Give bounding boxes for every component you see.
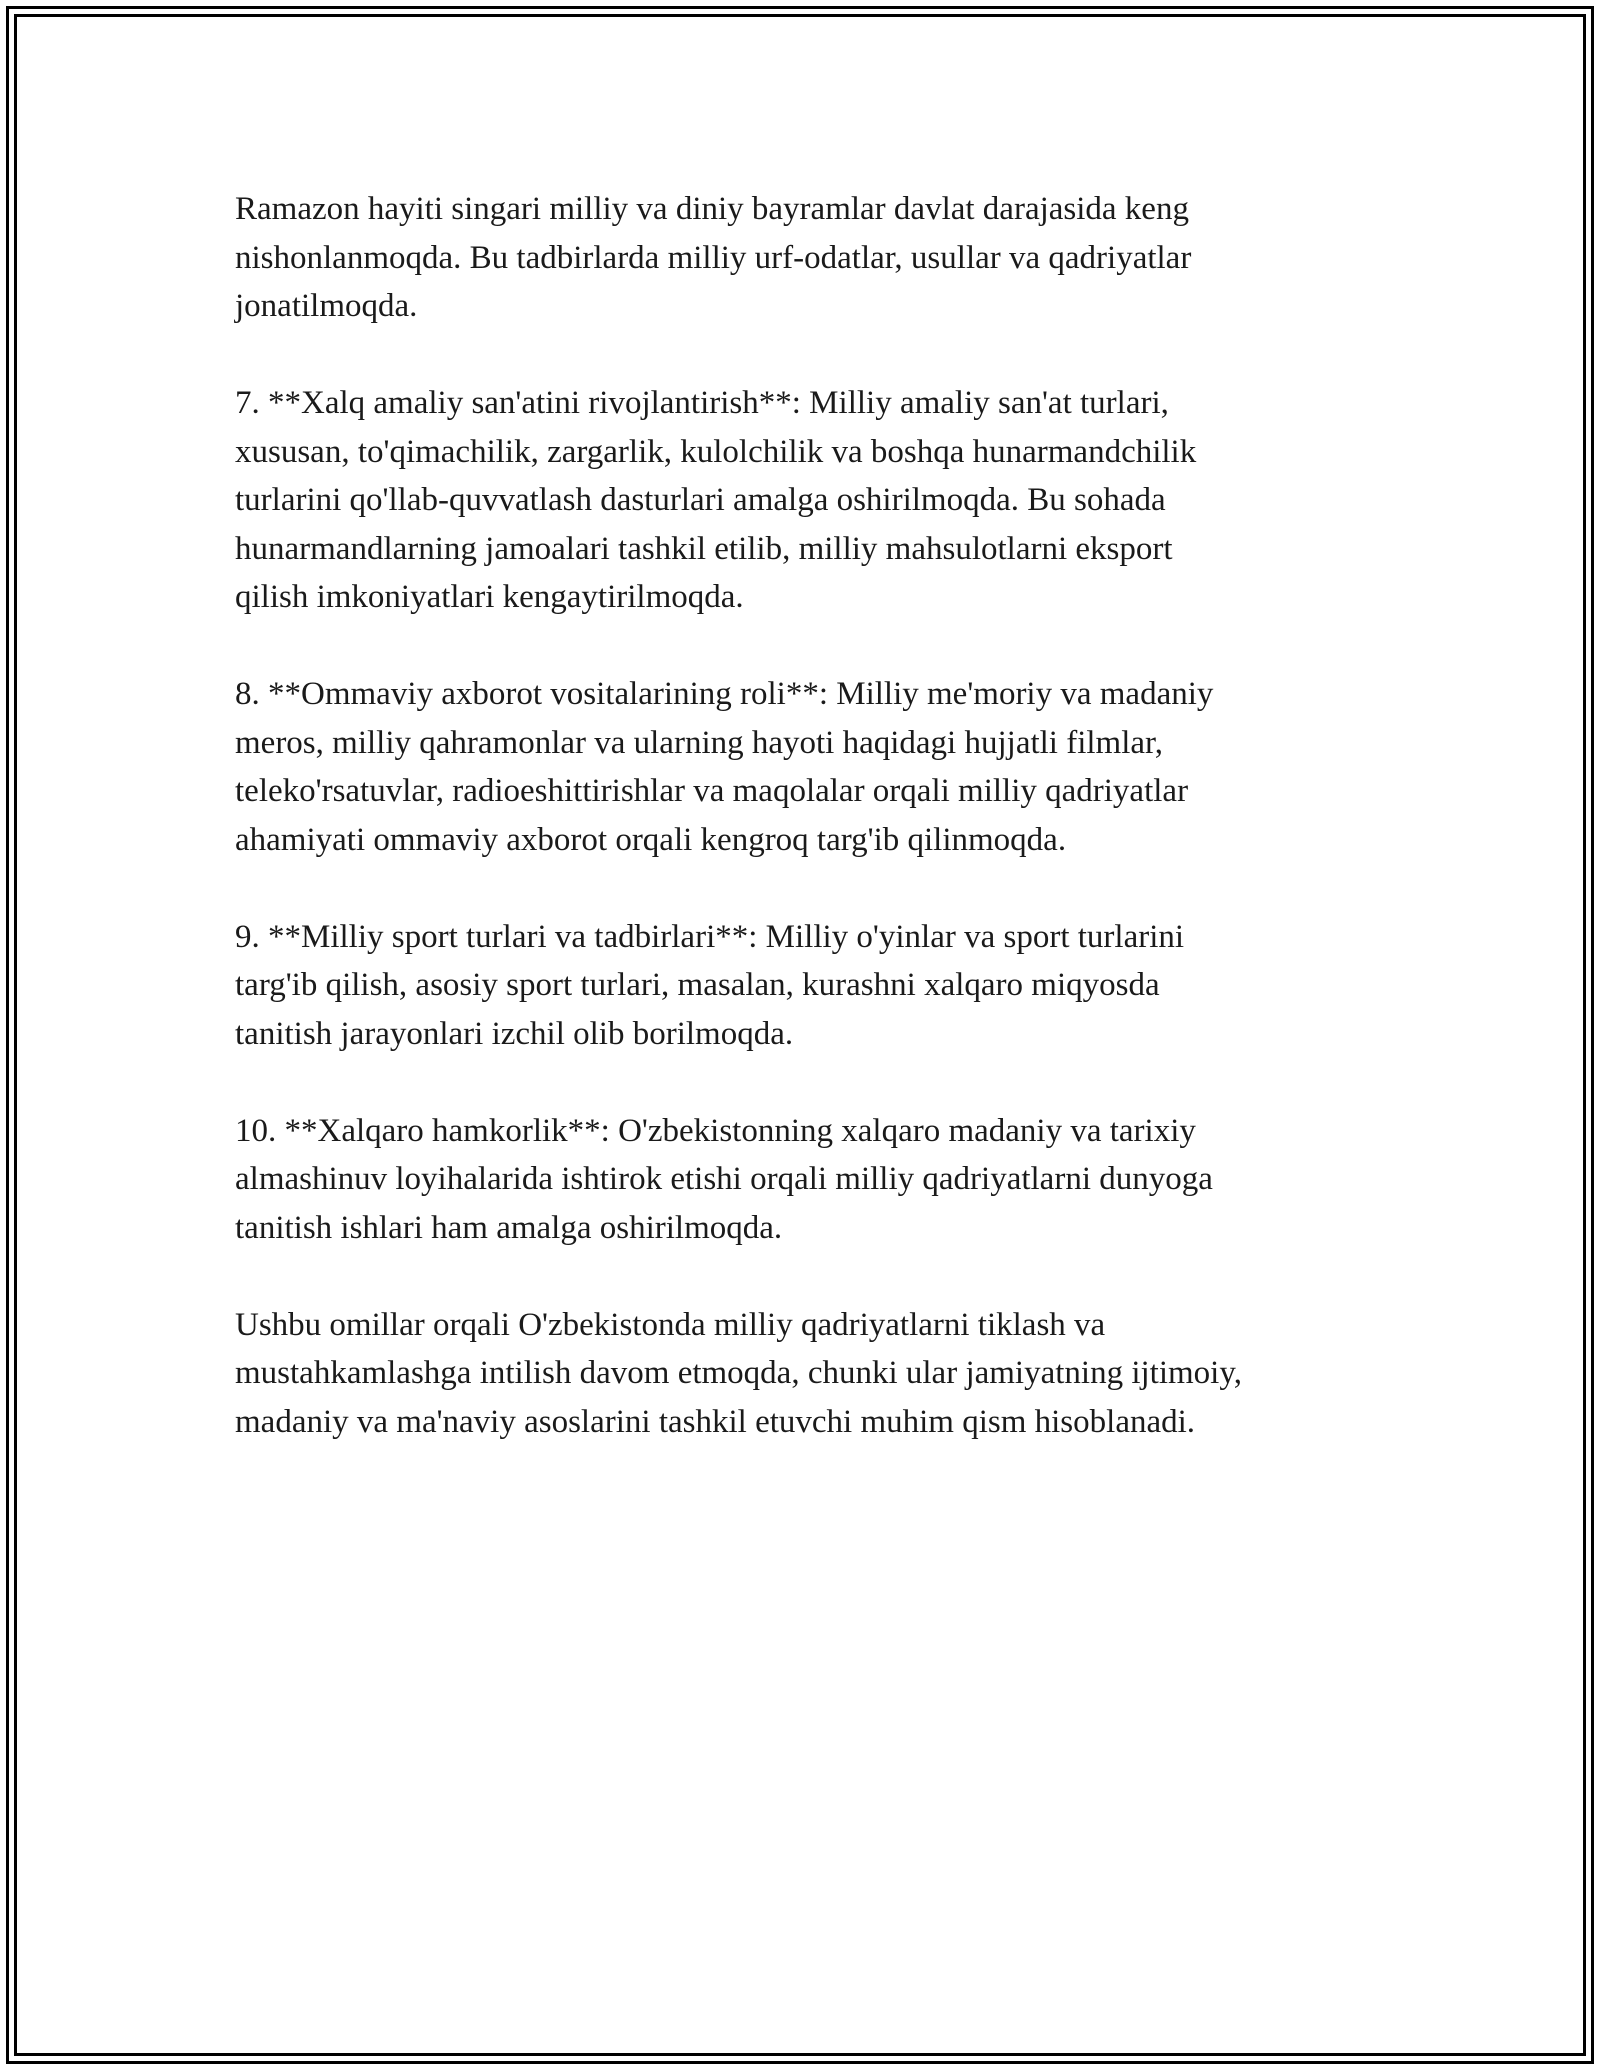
text-line: almashinuv loyihalarida ishtirok etishi orqali milliy qadriyatlarni dunyoga [235,1161,1213,1197]
text-line: targ'ib qilish, asosiy sport turlari, masalan, kurashni xalqaro miqyosda [235,967,1160,1003]
text-line: madaniy va ma'naviy asoslarini tashkil etuvchi muhim qism hisoblanadi. [235,1403,1196,1440]
text-line: 9. **Milliy sport turlari va tadbirlari**: Milliy o'yinlar va sport turlarini [235,918,1185,955]
text-line: xususan, to'qimachilik, zargarlik, kulolchilik va boshqa hunarmandchilik [235,433,1197,470]
paragraph-item-10 [235,1107,1385,1253]
text-line: qilish imkoniyatlari kengaytirilmoqda. [235,579,744,615]
text-line: hunarmandlarning jamoalari tashkil etilib, milliy mahsulotlarni eksport [235,530,1173,567]
paragraph-conclusion [235,1301,1385,1447]
text-line: nishonlanmoqda. Bu tadbirlarda milliy urf-odatlar, usullar va qadriyatlar [235,239,1192,276]
text-line: jonatilmoqda. [235,288,418,324]
text-line: teleko'rsatuvlar, radioeshittirishlar va maqolalar orqali milliy qadriyatlar [235,773,1189,809]
text-line: 8. **Ommaviy axborot vositalarining roli**: Milliy me'moriy va madaniy [235,676,1214,712]
text-line: ahamiyati ommaviy axborot orqali kengroq targ'ib qilinmoqda. [235,821,1067,858]
text-line: 7. **Xalq amaliy san'atini rivojlantirish**: Milliy amaliy san'at turlari, [235,385,1169,421]
text-line: tanitish jarayonlari izchil olib borilmoqda. [235,1015,794,1052]
text-line: Ramazon hayiti singari milliy va diniy bayramlar davlat darajasida keng [235,191,1189,227]
paragraph-item-9 [235,913,1385,1059]
text-line: turlarini qo'llab-quvvatlash dasturlari amalga oshirilmoqda. Bu sohada [235,482,1166,518]
paragraph-item-7 [235,379,1385,622]
paragraph-item-8 [235,670,1385,864]
text-line: Ushbu omillar orqali O'zbekistonda milliy qadriyatlarni tiklash va [235,1306,1106,1343]
text-line: tanitish ishlari ham amalga oshirilmoqda. [235,1209,783,1246]
text-line: 10. **Xalqaro hamkorlik**: O'zbekistonning xalqaro madaniy va tarixiy [235,1112,1196,1149]
paragraph-ramazon [235,185,1385,331]
document-body [235,185,1385,1495]
text-line: meros, milliy qahramonlar va ularning hayoti haqidagi hujjatli filmlar, [235,724,1163,761]
text-line: mustahkamlashga intilish davom etmoqda, chunki ular jamiyatning ijtimoiy, [235,1355,1242,1391]
